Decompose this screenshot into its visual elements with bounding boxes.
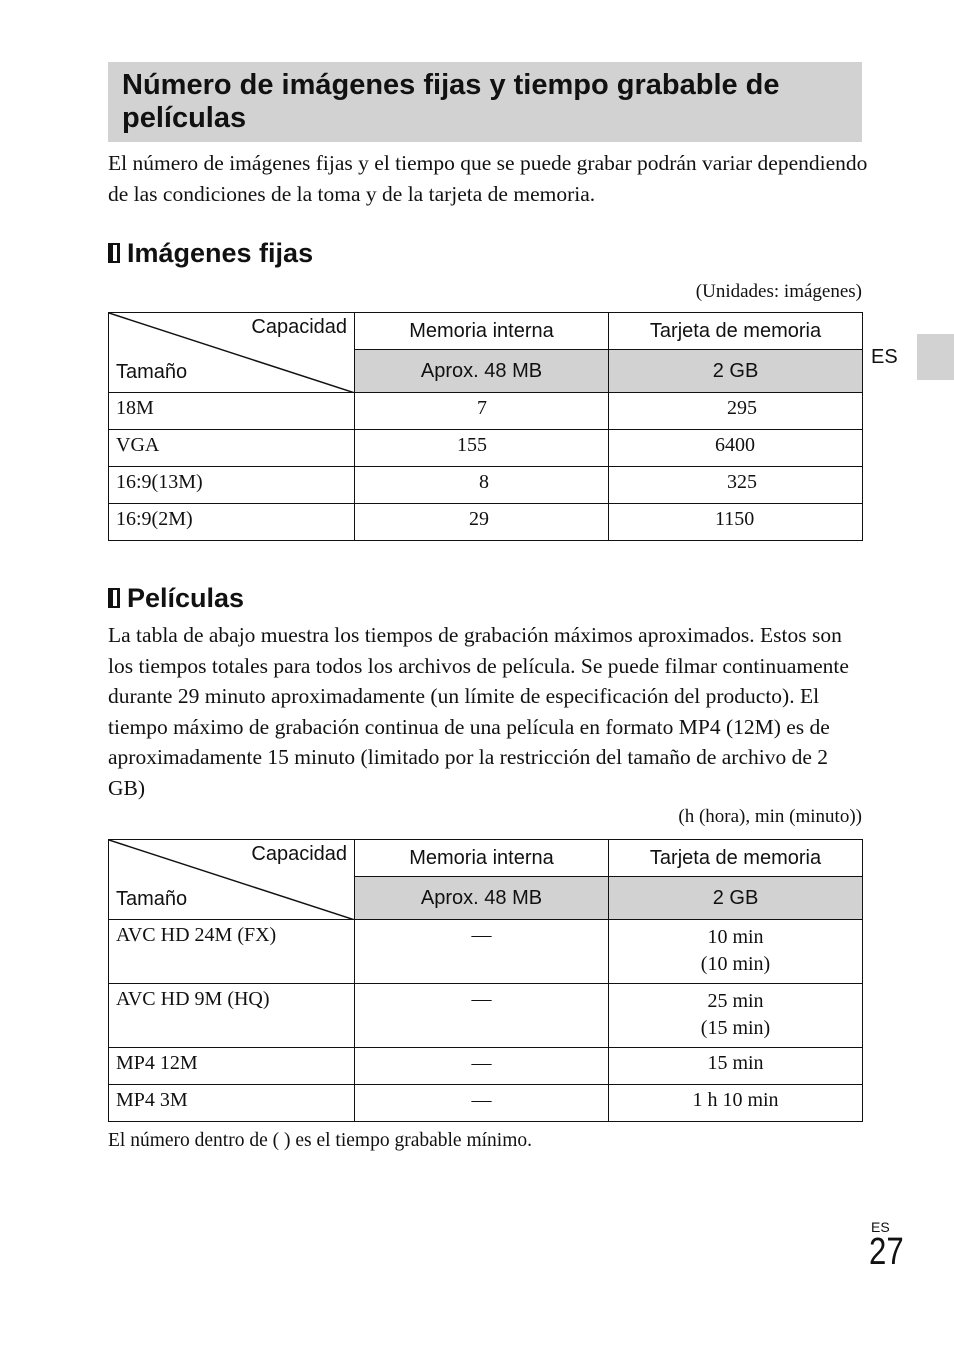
section-marker-icon [108, 588, 120, 608]
page-language-label: ES [871, 1219, 890, 1235]
capacity-label: Capacidad [251, 843, 347, 865]
card-cell: 1 h 10 min [609, 1085, 863, 1122]
card-cell [609, 920, 863, 984]
size-cell: AVC HD 9M (HQ) [109, 984, 355, 1048]
table-row [109, 920, 863, 984]
intro-paragraph: El número de imágenes fijas y el tiempo que se puede grabar podrán variar dependiendo de las condiciones de la toma y de la tarjeta de memoria. [108, 151, 868, 206]
table-row [109, 430, 863, 467]
internal-cell: — [355, 984, 609, 1048]
table-row [109, 1048, 863, 1085]
card-min-time: (15 min) [700, 1017, 771, 1039]
size-cell: 16:9(2M) [109, 504, 355, 541]
still-images-heading [108, 237, 313, 269]
still-images-table [108, 312, 863, 541]
card-cell: 15 min [609, 1048, 863, 1085]
table-row [109, 393, 863, 430]
movies-heading-text: Películas [127, 583, 245, 613]
size-label: Tamaño [116, 888, 188, 910]
col-card-subheader: 2 GB [609, 877, 863, 920]
internal-cell: — [355, 1048, 609, 1085]
col-card-header: Tarjeta de memoria [609, 840, 863, 877]
side-tab-label: ES [871, 346, 898, 368]
card-time: 25 min [707, 990, 764, 1012]
col-internal-subheader: Aprox. 48 MB [355, 350, 609, 393]
movies-paragraph: La tabla de abajo muestra los tiempos de grabación máximos aproximados. Estos son los tiempos totales para todos los archivos de película. Se puede filmar continuamente durante 29 minuto aproximadamente (un límite de especificación del producto). El tiempo máximo de grabación continua de una película en formato MP4 (12M) es de aproximadamente 15 minuto (limitado por la restricción del tamaño de archivo de 2 GB) [108, 623, 849, 800]
internal-cell: — [355, 1085, 609, 1122]
footnote: El número dentro de ( ) es el tiempo grabable mínimo. [108, 1130, 533, 1151]
card-time: 10 min [707, 926, 764, 948]
table-row [109, 984, 863, 1048]
card-cell: 6400 [609, 430, 863, 467]
col-card-header: Tarjeta de memoria [609, 313, 863, 350]
internal-cell: 8 [355, 467, 609, 504]
section-marker-icon [108, 243, 120, 263]
col-card-subheader: 2 GB [609, 350, 863, 393]
movies-table [108, 839, 863, 1122]
col-internal-header: Memoria interna [355, 313, 609, 350]
side-tab [917, 334, 954, 380]
size-label: Tamaño [116, 361, 188, 383]
still-images-heading-text: Imágenes fijas [127, 238, 314, 268]
capacity-label: Capacidad [251, 316, 347, 338]
size-cell: AVC HD 24M (FX) [109, 920, 355, 984]
card-cell [609, 984, 863, 1048]
still-units-note: (Unidades: imágenes) [695, 281, 862, 302]
header-diagonal-cell [109, 313, 355, 393]
size-cell: 16:9(13M) [109, 467, 355, 504]
internal-cell: 155 [355, 430, 609, 467]
col-internal-header: Memoria interna [355, 840, 609, 877]
card-cell: 1150 [609, 504, 863, 541]
page-number: 27 [869, 1231, 904, 1273]
header-diagonal-cell [109, 840, 355, 920]
size-cell: VGA [109, 430, 355, 467]
card-cell: 295 [609, 393, 863, 430]
size-cell: MP4 3M [109, 1085, 355, 1122]
movies-heading [108, 582, 244, 614]
col-internal-subheader: Aprox. 48 MB [355, 877, 609, 920]
internal-cell: 7 [355, 393, 609, 430]
size-cell: 18M [109, 393, 355, 430]
page-title: Número de imágenes fijas y tiempo grabable de películas [122, 69, 780, 134]
movies-units-note: (h (hora), min (minuto)) [678, 806, 862, 827]
internal-cell: 29 [355, 504, 609, 541]
size-cell: MP4 12M [109, 1048, 355, 1085]
internal-cell: — [355, 920, 609, 984]
table-row [109, 1085, 863, 1122]
title-banner [108, 62, 862, 142]
card-cell: 325 [609, 467, 863, 504]
table-row [109, 467, 863, 504]
table-row [109, 504, 863, 541]
card-min-time: (10 min) [700, 953, 771, 975]
